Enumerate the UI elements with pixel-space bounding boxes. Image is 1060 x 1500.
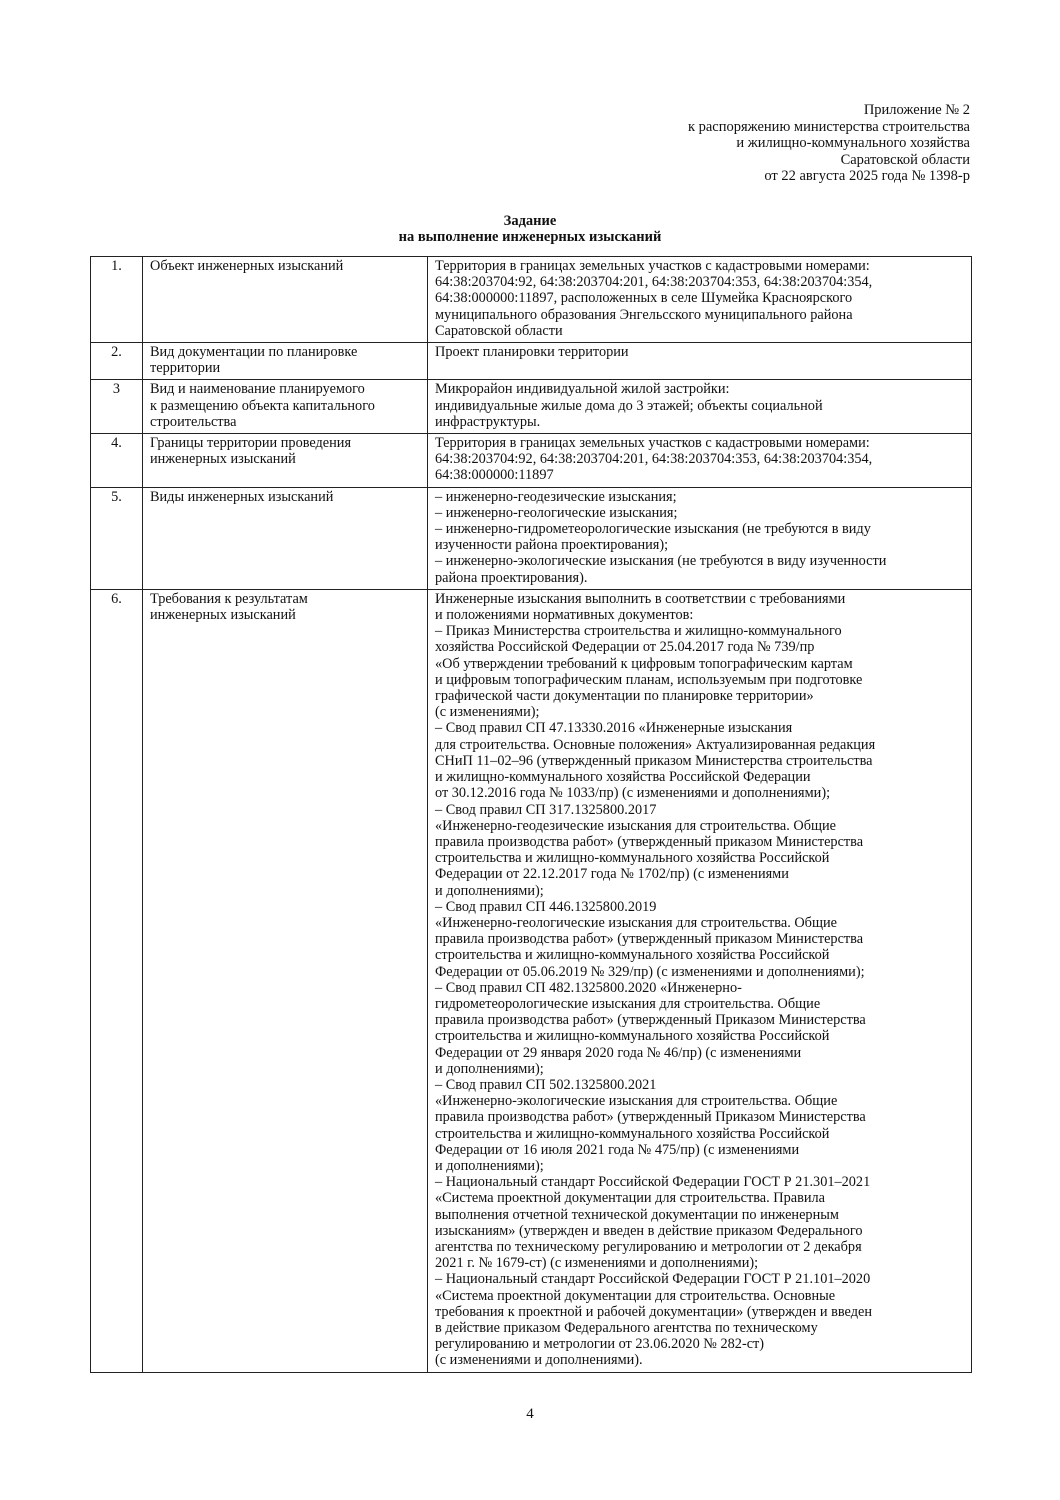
- row-name-line: Объект инженерных изысканий: [150, 258, 344, 274]
- row-value-line: 64:38:000000:11897, расположенных в селе Шумейка Красноярского: [435, 290, 853, 307]
- row-value-line: правила производства работ» (утвержденный Приказом Министерства: [435, 1012, 866, 1029]
- row-value-line: – инженерно-геологические изыскания;: [435, 504, 678, 521]
- title-line-1: Задание: [503, 213, 557, 229]
- header-line: к распоряжению министерства строительства: [687, 118, 970, 135]
- row-name-line: Вид и наименование планируемого: [150, 381, 365, 398]
- row-value-line: «Инженерно-экологические изыскания для строительства. Общие: [435, 1093, 838, 1110]
- row-value: [428, 589, 972, 1372]
- row-name-line: Вид документации по планировке: [150, 344, 358, 361]
- row-name: [143, 257, 428, 343]
- row-value-line: Территория в границах земельных участков с кадастровыми номерами:: [435, 258, 870, 274]
- document-header: [688, 102, 970, 185]
- table-row: [91, 343, 972, 380]
- row-number: 4.: [91, 434, 143, 488]
- row-value-line: строительства и жилищно-коммунального хозяйства Российской: [435, 947, 830, 964]
- row-name-line: строительства: [150, 413, 237, 430]
- row-number: 1.: [91, 257, 143, 343]
- row-value-line: – Свод правил СП 317.1325800.2017: [435, 801, 657, 818]
- row-value-line: 64:38:203704:92, 64:38:203704:201, 64:38:203704:353, 64:38:203704:354,: [435, 451, 873, 468]
- row-value-line: – Национальный стандарт Российской Федерации ГОСТ Р 21.101–2020: [435, 1271, 871, 1288]
- row-value-line: гидрометеорологические изыскания для строительства. Общие: [435, 995, 821, 1012]
- table-row: [91, 589, 972, 1372]
- row-value-line: и положениями нормативных документов:: [435, 607, 694, 624]
- page-number: 4: [526, 1406, 534, 1422]
- row-value-line: и дополнениями);: [435, 882, 544, 899]
- row-value: [428, 257, 972, 343]
- row-number: 6.: [91, 589, 143, 1372]
- row-name-line: Требования к результатам: [150, 590, 308, 607]
- row-value-line: – Свод правил СП 502.1325800.2021: [435, 1076, 657, 1093]
- row-value-line: СНиП 11–02–96 (утвержденный приказом Министерства строительства: [435, 752, 873, 769]
- row-number: 2.: [91, 343, 143, 380]
- row-value-line: (с изменениями);: [435, 704, 540, 721]
- row-value-line: от 30.12.2016 года № 1033/пр) (с изменениями и дополнениями);: [435, 785, 831, 802]
- row-name: [143, 487, 428, 589]
- title-line-2: на выполнение инженерных изысканий: [398, 229, 662, 245]
- row-value: [428, 380, 972, 434]
- row-value-line: – Национальный стандарт Российской Федерации ГОСТ Р 21.301–2021: [435, 1174, 871, 1191]
- row-name: [143, 434, 428, 488]
- task-table: [90, 256, 972, 1373]
- row-value-line: Саратовской области: [435, 322, 563, 339]
- row-value-line: правила производства работ» (утвержденный Приказом Министерства: [435, 1109, 866, 1126]
- row-value-line: правила производства работ» (утвержденный приказом Министерства: [435, 833, 864, 850]
- header-line: Саратовской области: [840, 151, 970, 168]
- row-value-line: регулированию и метрологии от 23.06.2020 № 282-ст): [435, 1336, 765, 1353]
- row-value-line: муниципального образования Энгельсского муниципального района: [435, 306, 853, 323]
- row-name-line: инженерных изысканий: [150, 607, 296, 624]
- row-number: 5.: [91, 487, 143, 589]
- row-value-line: Проект планировки территории: [435, 344, 629, 361]
- row-value-line: строительства и жилищно-коммунального хозяйства Российской: [435, 1125, 830, 1142]
- row-value-line: изученности района проектирования);: [435, 537, 669, 554]
- row-number: 3: [91, 380, 143, 434]
- table-row: [91, 487, 972, 589]
- row-value-line: для строительства. Основные положения» Актуализированная редакция: [435, 736, 876, 753]
- header-line: от 22 августа 2025 года № 1398-р: [764, 168, 970, 184]
- row-value-line: «Инженерно-геологические изыскания для строительства. Общие: [435, 914, 837, 931]
- row-value-line: графической части документации по планировке территории»: [435, 688, 814, 705]
- row-value-line: правила производства работ» (утвержденный приказом Министерства: [435, 931, 864, 948]
- row-value-line: в действие приказом Федерального агентства по техническому: [435, 1320, 818, 1336]
- row-value-line: Микрорайон индивидуальной жилой застройки:: [435, 381, 730, 398]
- row-name-line: инженерных изысканий: [150, 451, 296, 468]
- row-value-line: Федерации от 16 июля 2021 года № 475/пр) (с изменениями: [435, 1141, 800, 1158]
- document-title: [0, 213, 1060, 245]
- row-value-line: «Об утверждении требований к цифровым топографическим картам: [435, 655, 853, 672]
- row-name-line: Виды инженерных изысканий: [150, 488, 334, 505]
- row-value-line: 64:38:203704:92, 64:38:203704:201, 64:38:203704:353, 64:38:203704:354,: [435, 274, 873, 291]
- row-value-line: инфраструктуры.: [435, 413, 541, 430]
- row-value-line: Инженерные изыскания выполнить в соответствии с требованиями: [435, 590, 846, 607]
- row-value-line: и дополнениями);: [435, 1157, 544, 1174]
- row-value-line: и цифровым топографическим планам, используемым при подготовке: [435, 671, 863, 688]
- row-value-line: и дополнениями);: [435, 1060, 544, 1077]
- row-value-line: – инженерно-геодезические изыскания;: [435, 488, 677, 505]
- row-value-line: Федерации от 22.12.2017 года № 1702/пр) (с изменениями: [435, 866, 789, 883]
- row-value-line: – инженерно-гидрометеорологические изыскания (не требуются в виду: [435, 521, 871, 538]
- row-value-line: индивидуальные жилые дома до 3 этажей; объекты социальной: [435, 397, 823, 414]
- row-name-line: к размещению объекта капитального: [150, 397, 375, 414]
- row-value: [428, 487, 972, 589]
- row-value-line: (с изменениями и дополнениями).: [435, 1352, 643, 1369]
- row-value-line: требования к проектной и рабочей документации» (утвержден и введен: [435, 1303, 872, 1320]
- row-value-line: агентства по техническому регулированию и метрологии от 2 декабря: [435, 1238, 862, 1255]
- row-value-line: «Система проектной документации для строительства. Основные: [435, 1287, 836, 1304]
- row-name: [143, 343, 428, 380]
- row-name: [143, 380, 428, 434]
- row-value-line: Территория в границах земельных участков с кадастровыми номерами:: [435, 435, 870, 452]
- header-line: и жилищно-коммунального хозяйства: [736, 135, 970, 151]
- row-value-line: и жилищно-коммунального хозяйства Российской Федерации: [435, 769, 811, 786]
- row-value-line: Федерации от 29 января 2020 года № 46/пр) (с изменениями: [435, 1044, 802, 1061]
- row-value: [428, 343, 972, 380]
- row-value-line: – Приказ Министерства строительства и жилищно-коммунального: [435, 623, 842, 640]
- row-value-line: выполнения отчетной технической документации по инженерным: [435, 1206, 839, 1223]
- row-value-line: – Свод правил СП 446.1325800.2019: [435, 898, 657, 915]
- table-row: [91, 257, 972, 343]
- row-value: [428, 434, 972, 488]
- row-value-line: – Свод правил СП 482.1325800.2020 «Инженерно-: [435, 979, 742, 996]
- header-line: Приложение № 2: [863, 102, 970, 118]
- row-value-line: «Система проектной документации для строительства. Правила: [435, 1190, 825, 1207]
- row-name-line: территории: [150, 360, 221, 377]
- row-name: [143, 589, 428, 1372]
- row-value-line: – инженерно-экологические изыскания (не требуются в виду изученности: [435, 553, 887, 570]
- row-value-line: 64:38:000000:11897: [435, 467, 554, 484]
- row-value-line: изысканиям» (утвержден и введен в действие приказом Федерального: [435, 1222, 863, 1239]
- row-value-line: строительства и жилищно-коммунального хозяйства Российской: [435, 850, 830, 867]
- row-value-line: района проектирования).: [435, 569, 588, 586]
- row-value-line: – Свод правил СП 47.13330.2016 «Инженерные изыскания: [435, 720, 793, 737]
- row-value-line: Федерации от 05.06.2019 № 329/пр) (с изменениями и дополнениями);: [435, 963, 865, 980]
- row-value-line: «Инженерно-геодезические изыскания для строительства. Общие: [435, 817, 837, 834]
- table-row: [91, 380, 972, 434]
- row-value-line: строительства и жилищно-коммунального хозяйства Российской: [435, 1028, 830, 1045]
- table-row: [91, 434, 972, 488]
- row-name-line: Границы территории проведения: [150, 435, 352, 452]
- row-value-line: хозяйства Российской Федерации от 25.04.2017 года № 739/пр: [435, 639, 815, 656]
- row-value-line: 2021 г. № 1679-ст) (с изменениями и дополнениями);: [435, 1255, 759, 1272]
